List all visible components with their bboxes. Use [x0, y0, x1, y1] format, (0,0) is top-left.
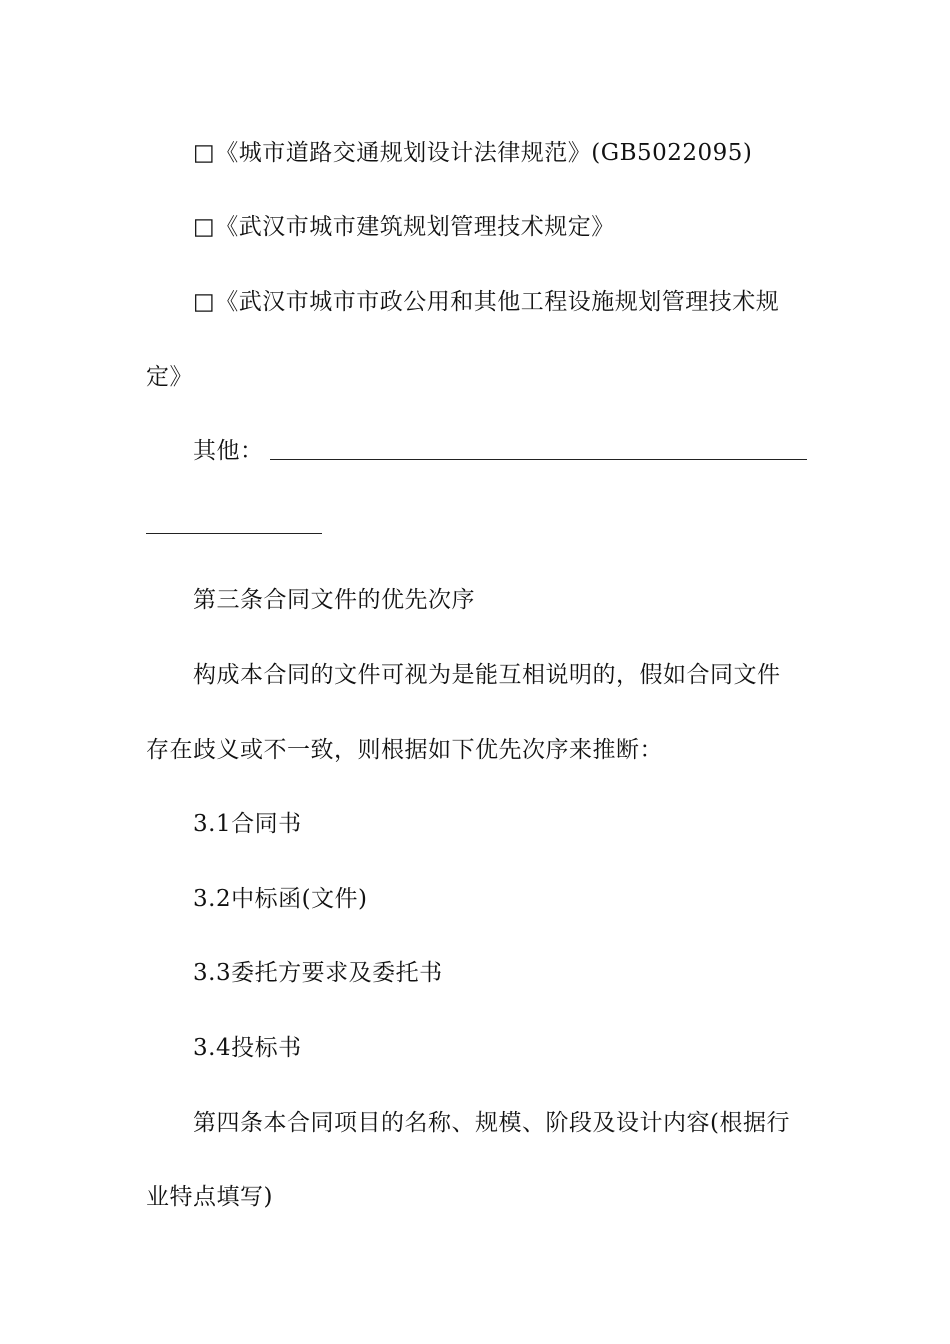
article-4-heading-cont: 业特点填写)	[146, 1184, 273, 1210]
other-fill-blank-line	[270, 459, 807, 460]
reference-item-road-traffic-code: □《城市道路交通规划设计法律规范》(GB5022095)	[193, 140, 753, 166]
other-label: 其他：	[193, 438, 264, 464]
article-3-heading: 第三条合同文件的优先次序	[193, 587, 475, 613]
reference-item-municipal-facilities: □《武汉市城市市政公用和其他工程设施规划管理技术规	[193, 289, 780, 315]
article-3-paragraph-cont: 存在歧义或不一致，则根据如下优先次序来推断：	[146, 737, 663, 763]
article-4-heading: 第四条本合同项目的名称、规模、阶段及设计内容(根据行	[193, 1110, 790, 1136]
other-fill-blank-line-cont	[146, 533, 322, 534]
priority-item-3-1: 3.1合同书	[193, 811, 302, 837]
priority-item-3-4: 3.4投标书	[193, 1035, 302, 1061]
priority-item-3-2: 3.2中标函(文件)	[193, 886, 368, 912]
reference-item-municipal-facilities-cont: 定》	[146, 364, 193, 390]
article-3-paragraph: 构成本合同的文件可视为是能互相说明的，假如合同文件	[193, 662, 781, 688]
reference-item-building-planning: □《武汉市城市建筑规划管理技术规定》	[193, 214, 615, 240]
priority-item-3-3: 3.3委托方要求及委托书	[193, 960, 443, 986]
